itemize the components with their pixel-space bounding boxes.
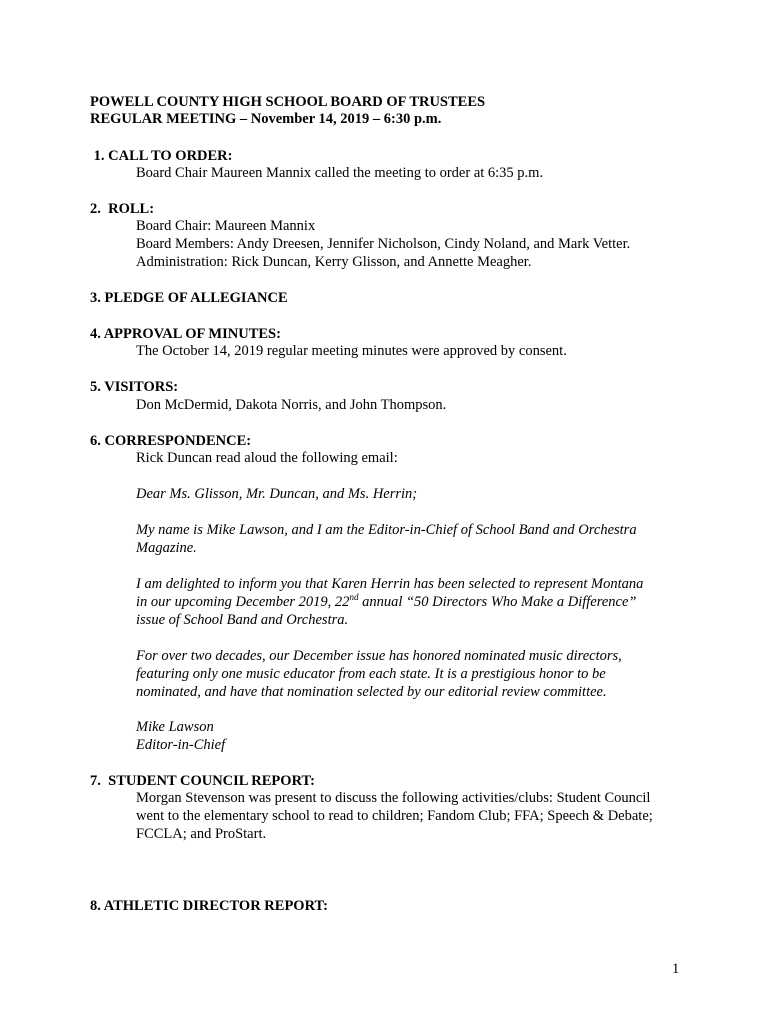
email-paragraph-line xyxy=(136,594,636,611)
correspondence-intro: Rick Duncan read aloud the following email: xyxy=(136,450,398,466)
student-council-line: went to the elementary school to read to children; Fandom Club; FFA; Speech & Debate; xyxy=(136,808,653,824)
student-council-line: FCCLA; and ProStart. xyxy=(136,826,267,842)
section-heading-minutes: 4. APPROVAL OF MINUTES: xyxy=(90,326,281,342)
section-heading-visitors: 5. VISITORS: xyxy=(90,379,179,395)
email-salutation: Dear Ms. Glisson, Mr. Duncan, and Ms. Herrin; xyxy=(136,486,418,502)
email-paragraph-line: Magazine. xyxy=(136,540,197,556)
roll-line: Board Chair: Maureen Mannix xyxy=(136,218,316,234)
section-heading-correspondence: 6. CORRESPONDENCE: xyxy=(90,433,252,449)
section-heading-call-to-order: 1. CALL TO ORDER: xyxy=(90,148,233,164)
visitors-text: Don McDermid, Dakota Norris, and John Thompson. xyxy=(136,397,447,413)
email-signature-title: Editor-in-Chief xyxy=(136,737,226,753)
email-signature-name: Mike Lawson xyxy=(136,719,214,735)
email-paragraph-line: I am delighted to inform you that Karen Herrin has been selected to represent Montana xyxy=(136,576,644,592)
student-council-line: Morgan Stevenson was present to discuss the following activities/clubs: Student Council xyxy=(136,790,651,806)
email-text-fragment: in our upcoming December 2019, 22 xyxy=(136,594,350,610)
meeting-subtitle: REGULAR MEETING – November 14, 2019 – 6:30 p.m. xyxy=(90,111,442,127)
email-paragraph-line: My name is Mike Lawson, and I am the Editor-in-Chief of School Band and Orchestra xyxy=(136,522,637,538)
roll-line: Administration: Rick Duncan, Kerry Glisson, and Annette Meagher. xyxy=(136,254,532,270)
ordinal-superscript: nd xyxy=(349,592,359,603)
section-heading-roll: 2. ROLL: xyxy=(90,201,155,217)
email-text-fragment: annual “50 Directors Who Make a Difference” xyxy=(358,594,637,610)
email-paragraph-line: For over two decades, our December issue has honored nominated music directors, xyxy=(136,648,622,664)
section-heading-pledge: 3. PLEDGE OF ALLEGIANCE xyxy=(90,290,288,306)
document-title: POWELL COUNTY HIGH SCHOOL BOARD OF TRUSTEES xyxy=(90,94,486,110)
call-to-order-text: Board Chair Maureen Mannix called the meeting to order at 6:35 p.m. xyxy=(136,165,544,181)
page-number: 1 xyxy=(672,961,680,977)
minutes-text: The October 14, 2019 regular meeting minutes were approved by consent. xyxy=(136,343,567,359)
section-heading-athletic-director: 8. ATHLETIC DIRECTOR REPORT: xyxy=(90,898,328,914)
email-paragraph-line: issue of School Band and Orchestra. xyxy=(136,612,349,628)
roll-line: Board Members: Andy Dreesen, Jennifer Nicholson, Cindy Noland, and Mark Vetter. xyxy=(136,236,631,252)
section-heading-student-council: 7. STUDENT COUNCIL REPORT: xyxy=(90,773,315,789)
email-paragraph-line: nominated, and have that nomination selected by our editorial review committee. xyxy=(136,684,607,700)
email-paragraph-line: featuring only one music educator from each state. It is a prestigious honor to be xyxy=(136,666,606,682)
